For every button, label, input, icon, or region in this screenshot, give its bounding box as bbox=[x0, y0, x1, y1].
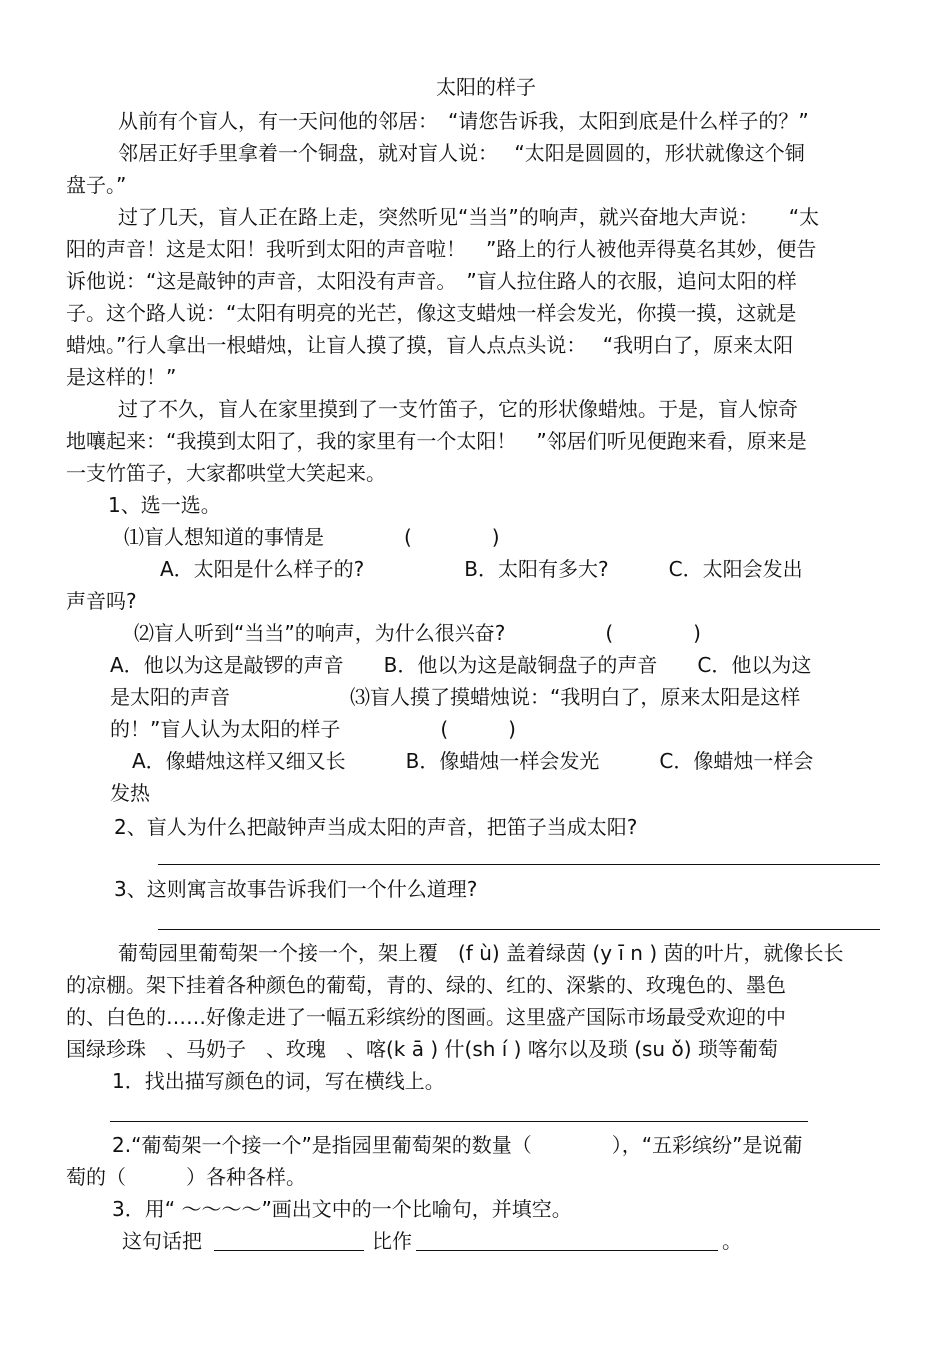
question-1-sub-3-options-cont: 发热 bbox=[110, 781, 150, 805]
question-1-sub-1-options-cont: 声音吗? bbox=[66, 589, 137, 613]
story-line: 一支竹笛子，大家都哄堂大笑起来。 bbox=[66, 461, 386, 485]
story-line: 邻居正好手里拿着一个铜盘，就对盲人说： “太阳是圆圆的，形状就像这个铜 bbox=[118, 141, 805, 165]
story-line: 蜡烛。”行人拿出一根蜡烛，让盲人摸了摸，盲人点点头说： “我明白了，原来太阳 bbox=[66, 333, 794, 357]
question-1-sub-1: ⑴盲人想知道的事情是 ( ) bbox=[124, 525, 500, 549]
story-line: 过了不久，盲人在家里摸到了一支竹笛子，它的形状像蜡烛。于是，盲人惊奇 bbox=[118, 397, 798, 421]
question-1-title: 1、选一选。 bbox=[108, 493, 221, 517]
question-1-sub-3-options: A．像蜡烛这样又细又长 B．像蜡烛一样会发光 C．像蜡烛一样会 bbox=[132, 749, 814, 773]
story-line: 地嚷起来：“我摸到太阳了，我的家里有一个太阳！ ”邻居们听见便跑来看，原来是 bbox=[66, 429, 807, 453]
question-3: 3、这则寓言故事告诉我们一个什么道理? bbox=[114, 877, 478, 901]
story-line: 从前有个盲人，有一天问他的邻居： “请您告诉我，太阳到底是什么样子的？” bbox=[118, 109, 809, 133]
passage-question-3: 3．用“ ～～～～”画出文中的一个比喻句，并填空。 bbox=[112, 1197, 572, 1221]
passage-question-2: 2.“葡萄架一个接一个”是指园里葡萄架的数量（ ），“五彩缤纷”是说葡 bbox=[112, 1133, 803, 1157]
answer-line-q3[interactable] bbox=[158, 929, 880, 930]
story-line: 过了几天，盲人正在路上走，突然听见“当当”的响声，就兴奋地大声说： “太 bbox=[118, 205, 820, 229]
story-line: 是这样的！” bbox=[66, 365, 177, 389]
passage-line: 的凉棚。架下挂着各种颜色的葡萄，青的、绿的、红的、深紫的、玫瑰色的、墨色 bbox=[66, 973, 786, 997]
question-1-sub-2-options: A．他以为这是敲锣的声音 B．他以为这是敲铜盘子的声音 C．他以为这 bbox=[110, 653, 812, 677]
passage-question-2-cont: 萄的（ ）各种各样。 bbox=[66, 1165, 306, 1189]
question-1-sub-3: 的！”盲人认为太阳的样子 ( ) bbox=[110, 717, 516, 741]
question-2: 2、盲人为什么把敲钟声当成太阳的声音，把笛子当成太阳? bbox=[114, 815, 638, 839]
fill-blank-a[interactable] bbox=[214, 1250, 364, 1251]
answer-line-q2[interactable] bbox=[158, 864, 880, 865]
fill-blank-b[interactable] bbox=[416, 1250, 718, 1251]
passage-line: 葡萄园里葡萄架一个接一个，架上覆 (f ù) 盖着绿茵 (y ī n ) 茵的叶片，就像长长 bbox=[118, 941, 844, 965]
story-line: 子。这个路人说：“太阳有明亮的光芒，像这支蜡烛一样会发光，你摸一摸，这就是 bbox=[66, 301, 797, 325]
passage-question-1: 1．找出描写颜色的词，写在横线上。 bbox=[112, 1069, 445, 1093]
question-1-sub-2: ⑵盲人听到“当当”的响声，为什么很兴奋? ( ) bbox=[134, 621, 701, 645]
page-title: 太阳的样子 bbox=[436, 75, 536, 99]
question-1-sub-1-options: A．太阳是什么样子的? B．太阳有多大? C．太阳会发出 bbox=[160, 557, 803, 581]
fill-label-a: 这句话把 bbox=[122, 1229, 202, 1253]
story-line: 阳的声音！这是太阳！我听到太阳的声音啦！ ”路上的行人被他弄得莫名其妙，便告 bbox=[66, 237, 817, 261]
passage-line: 的、白色的……好像走进了一幅五彩缤纷的图画。这里盛产国际市场最受欢迎的中 bbox=[66, 1005, 786, 1029]
fill-label-b: 比作 bbox=[372, 1229, 412, 1253]
answer-line-colors[interactable] bbox=[110, 1121, 808, 1122]
story-line: 盘子。” bbox=[66, 173, 127, 197]
story-line: 诉他说：“这是敲钟的声音，太阳没有声音。 ”盲人拉住路人的衣服，追问太阳的样 bbox=[66, 269, 797, 293]
question-1-sub-2-options-cont: 是太阳的声音 ⑶盲人摸了摸蜡烛说：“我明白了，原来太阳是这样 bbox=[110, 685, 801, 709]
fill-end-punct: 。 bbox=[722, 1229, 742, 1253]
passage-line: 国绿珍珠 、马奶子 、玫瑰 、喀(k ā ) 什(sh í ) 喀尔以及琐 (su ǒ) 琐等葡萄 bbox=[66, 1037, 778, 1061]
